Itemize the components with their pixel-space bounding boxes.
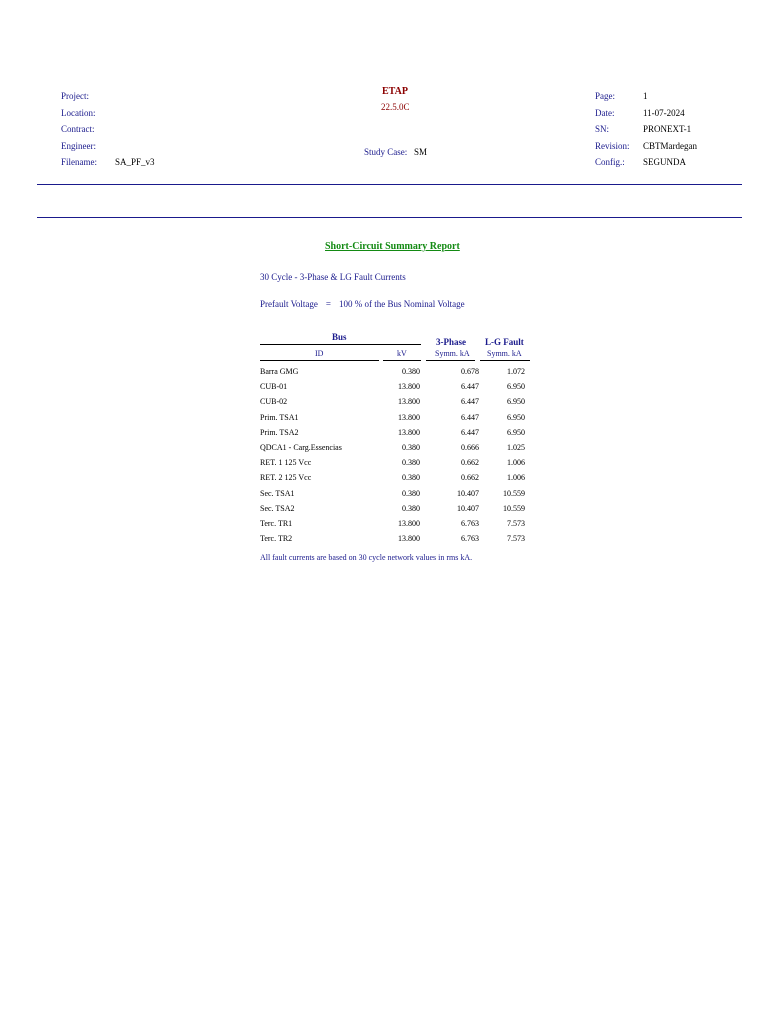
id-underline bbox=[260, 360, 379, 361]
bus-id-cell: RET. 2 125 Vcc bbox=[260, 473, 312, 483]
engineer-label: Engineer: bbox=[61, 141, 96, 151]
table-row bbox=[260, 470, 527, 485]
table-row bbox=[260, 394, 527, 409]
kv-cell: 13.800 bbox=[398, 534, 420, 544]
kv-cell: 0.380 bbox=[402, 473, 420, 483]
bus-group-header: Bus bbox=[332, 332, 347, 342]
project-label: Project: bbox=[61, 91, 89, 101]
program-name: ETAP bbox=[382, 86, 408, 97]
program-version: 22.5.0C bbox=[381, 102, 410, 112]
lg-fault-header: L-G Fault bbox=[485, 337, 524, 347]
three-phase-underline bbox=[426, 360, 475, 361]
bus-id-cell: Terc. TR2 bbox=[260, 534, 293, 544]
three-phase-cell: 10.407 bbox=[457, 488, 479, 498]
bus-id-cell: CUB-02 bbox=[260, 397, 288, 407]
table-row bbox=[260, 516, 527, 531]
header-divider-top bbox=[37, 184, 742, 185]
prefault-equals: = bbox=[325, 299, 331, 309]
kv-cell: 13.800 bbox=[398, 382, 420, 392]
three-phase-cell: 6.447 bbox=[461, 412, 479, 422]
three-phase-cell: 10.407 bbox=[457, 503, 479, 513]
kv-cell: 0.380 bbox=[402, 367, 420, 376]
three-phase-cell: 6.763 bbox=[461, 534, 479, 544]
lg-fault-cell: 6.950 bbox=[507, 397, 525, 407]
kv-cell: 0.380 bbox=[402, 458, 420, 468]
lg-fault-cell: 7.573 bbox=[507, 534, 525, 544]
lg-fault-cell: 10.559 bbox=[503, 488, 525, 498]
page-label: Page: bbox=[595, 91, 615, 101]
date-label: Date: bbox=[595, 108, 615, 118]
lg-fault-cell: 1.006 bbox=[507, 473, 525, 483]
table-row bbox=[260, 440, 527, 455]
kv-cell: 13.800 bbox=[398, 427, 420, 437]
table-body bbox=[260, 364, 527, 546]
kv-cell: 0.380 bbox=[402, 503, 420, 513]
three-phase-cell: 0.666 bbox=[461, 443, 479, 453]
lg-fault-underline bbox=[480, 360, 530, 361]
table-row bbox=[260, 364, 527, 379]
lg-fault-cell: 6.950 bbox=[507, 427, 525, 437]
report-subtitle: 30 Cycle - 3-Phase & LG Fault Currents bbox=[260, 272, 406, 282]
header-divider-bottom bbox=[37, 217, 742, 218]
date-value: 11-07-2024 bbox=[643, 108, 685, 118]
bus-id-cell: CUB-01 bbox=[260, 382, 288, 392]
table-row bbox=[260, 379, 527, 394]
lg-fault-cell: 1.006 bbox=[507, 458, 525, 468]
kv-column-header: kV bbox=[397, 349, 407, 358]
bus-id-cell: Prim. TSA1 bbox=[260, 412, 299, 422]
three-phase-cell: 6.763 bbox=[461, 519, 479, 529]
three-phase-cell: 6.447 bbox=[461, 382, 479, 392]
prefault-value: 100 % of the Bus Nominal Voltage bbox=[339, 299, 465, 309]
footnote: All fault currents are based on 30 cycle network values in rms kA. bbox=[260, 553, 473, 562]
page-value: 1 bbox=[643, 91, 648, 101]
kv-cell: 13.800 bbox=[398, 397, 420, 407]
lg-fault-cell: 6.950 bbox=[507, 382, 525, 392]
study-case-value: SM bbox=[414, 147, 428, 157]
bus-id-cell: Barra GMG bbox=[260, 367, 299, 376]
bus-id-cell: Prim. TSA2 bbox=[260, 427, 299, 437]
filename-value: SA_PF_v3 bbox=[115, 157, 155, 167]
lg-fault-unit: Symm. kA bbox=[487, 349, 522, 358]
fault-currents-table bbox=[260, 364, 527, 546]
report-title: Short-Circuit Summary Report bbox=[325, 241, 460, 252]
sn-label: SN: bbox=[595, 124, 610, 134]
three-phase-cell: 0.662 bbox=[461, 458, 479, 468]
prefault-voltage bbox=[260, 294, 465, 312]
table-row bbox=[260, 501, 527, 516]
prefault-label: Prefault Voltage bbox=[260, 299, 318, 309]
config-label: Config.: bbox=[595, 157, 625, 167]
config-value: SEGUNDA bbox=[643, 157, 687, 167]
location-label: Location: bbox=[61, 108, 96, 118]
lg-fault-cell: 6.950 bbox=[507, 412, 525, 422]
sn-value: PRONEXT-1 bbox=[643, 124, 692, 134]
three-phase-cell: 6.447 bbox=[461, 397, 479, 407]
three-phase-cell: 0.662 bbox=[461, 473, 479, 483]
bus-id-cell: Sec. TSA2 bbox=[260, 503, 295, 513]
bus-id-cell: QDCA1 - Carg.Essencias bbox=[260, 443, 342, 453]
table-row bbox=[260, 531, 527, 546]
revision-label: Revision: bbox=[595, 141, 630, 151]
bus-group-underline bbox=[260, 344, 421, 345]
bus-id-cell: Terc. TR1 bbox=[260, 519, 293, 529]
three-phase-unit: Symm. kA bbox=[435, 349, 470, 358]
table-row bbox=[260, 425, 527, 440]
lg-fault-cell: 1.025 bbox=[507, 443, 525, 453]
three-phase-cell: 0.678 bbox=[461, 367, 479, 376]
study-case-label: Study Case: bbox=[364, 147, 408, 157]
lg-fault-cell: 10.559 bbox=[503, 503, 525, 513]
lg-fault-cell: 1.072 bbox=[507, 367, 525, 376]
table-row bbox=[260, 455, 527, 470]
kv-cell: 0.380 bbox=[402, 488, 420, 498]
contract-label: Contract: bbox=[61, 124, 95, 134]
kv-cell: 13.800 bbox=[398, 519, 420, 529]
id-column-header: ID bbox=[315, 349, 324, 358]
kv-cell: 0.380 bbox=[402, 443, 420, 453]
table-row bbox=[260, 486, 527, 501]
three-phase-header: 3-Phase bbox=[436, 337, 466, 347]
bus-id-cell: RET. 1 125 Vcc bbox=[260, 458, 312, 468]
kv-cell: 13.800 bbox=[398, 412, 420, 422]
revision-value: CBTMardegan bbox=[643, 141, 697, 151]
three-phase-cell: 6.447 bbox=[461, 427, 479, 437]
bus-id-cell: Sec. TSA1 bbox=[260, 488, 295, 498]
kv-underline bbox=[383, 360, 421, 361]
table-row bbox=[260, 410, 527, 425]
filename-label: Filename: bbox=[61, 157, 97, 167]
lg-fault-cell: 7.573 bbox=[507, 519, 525, 529]
